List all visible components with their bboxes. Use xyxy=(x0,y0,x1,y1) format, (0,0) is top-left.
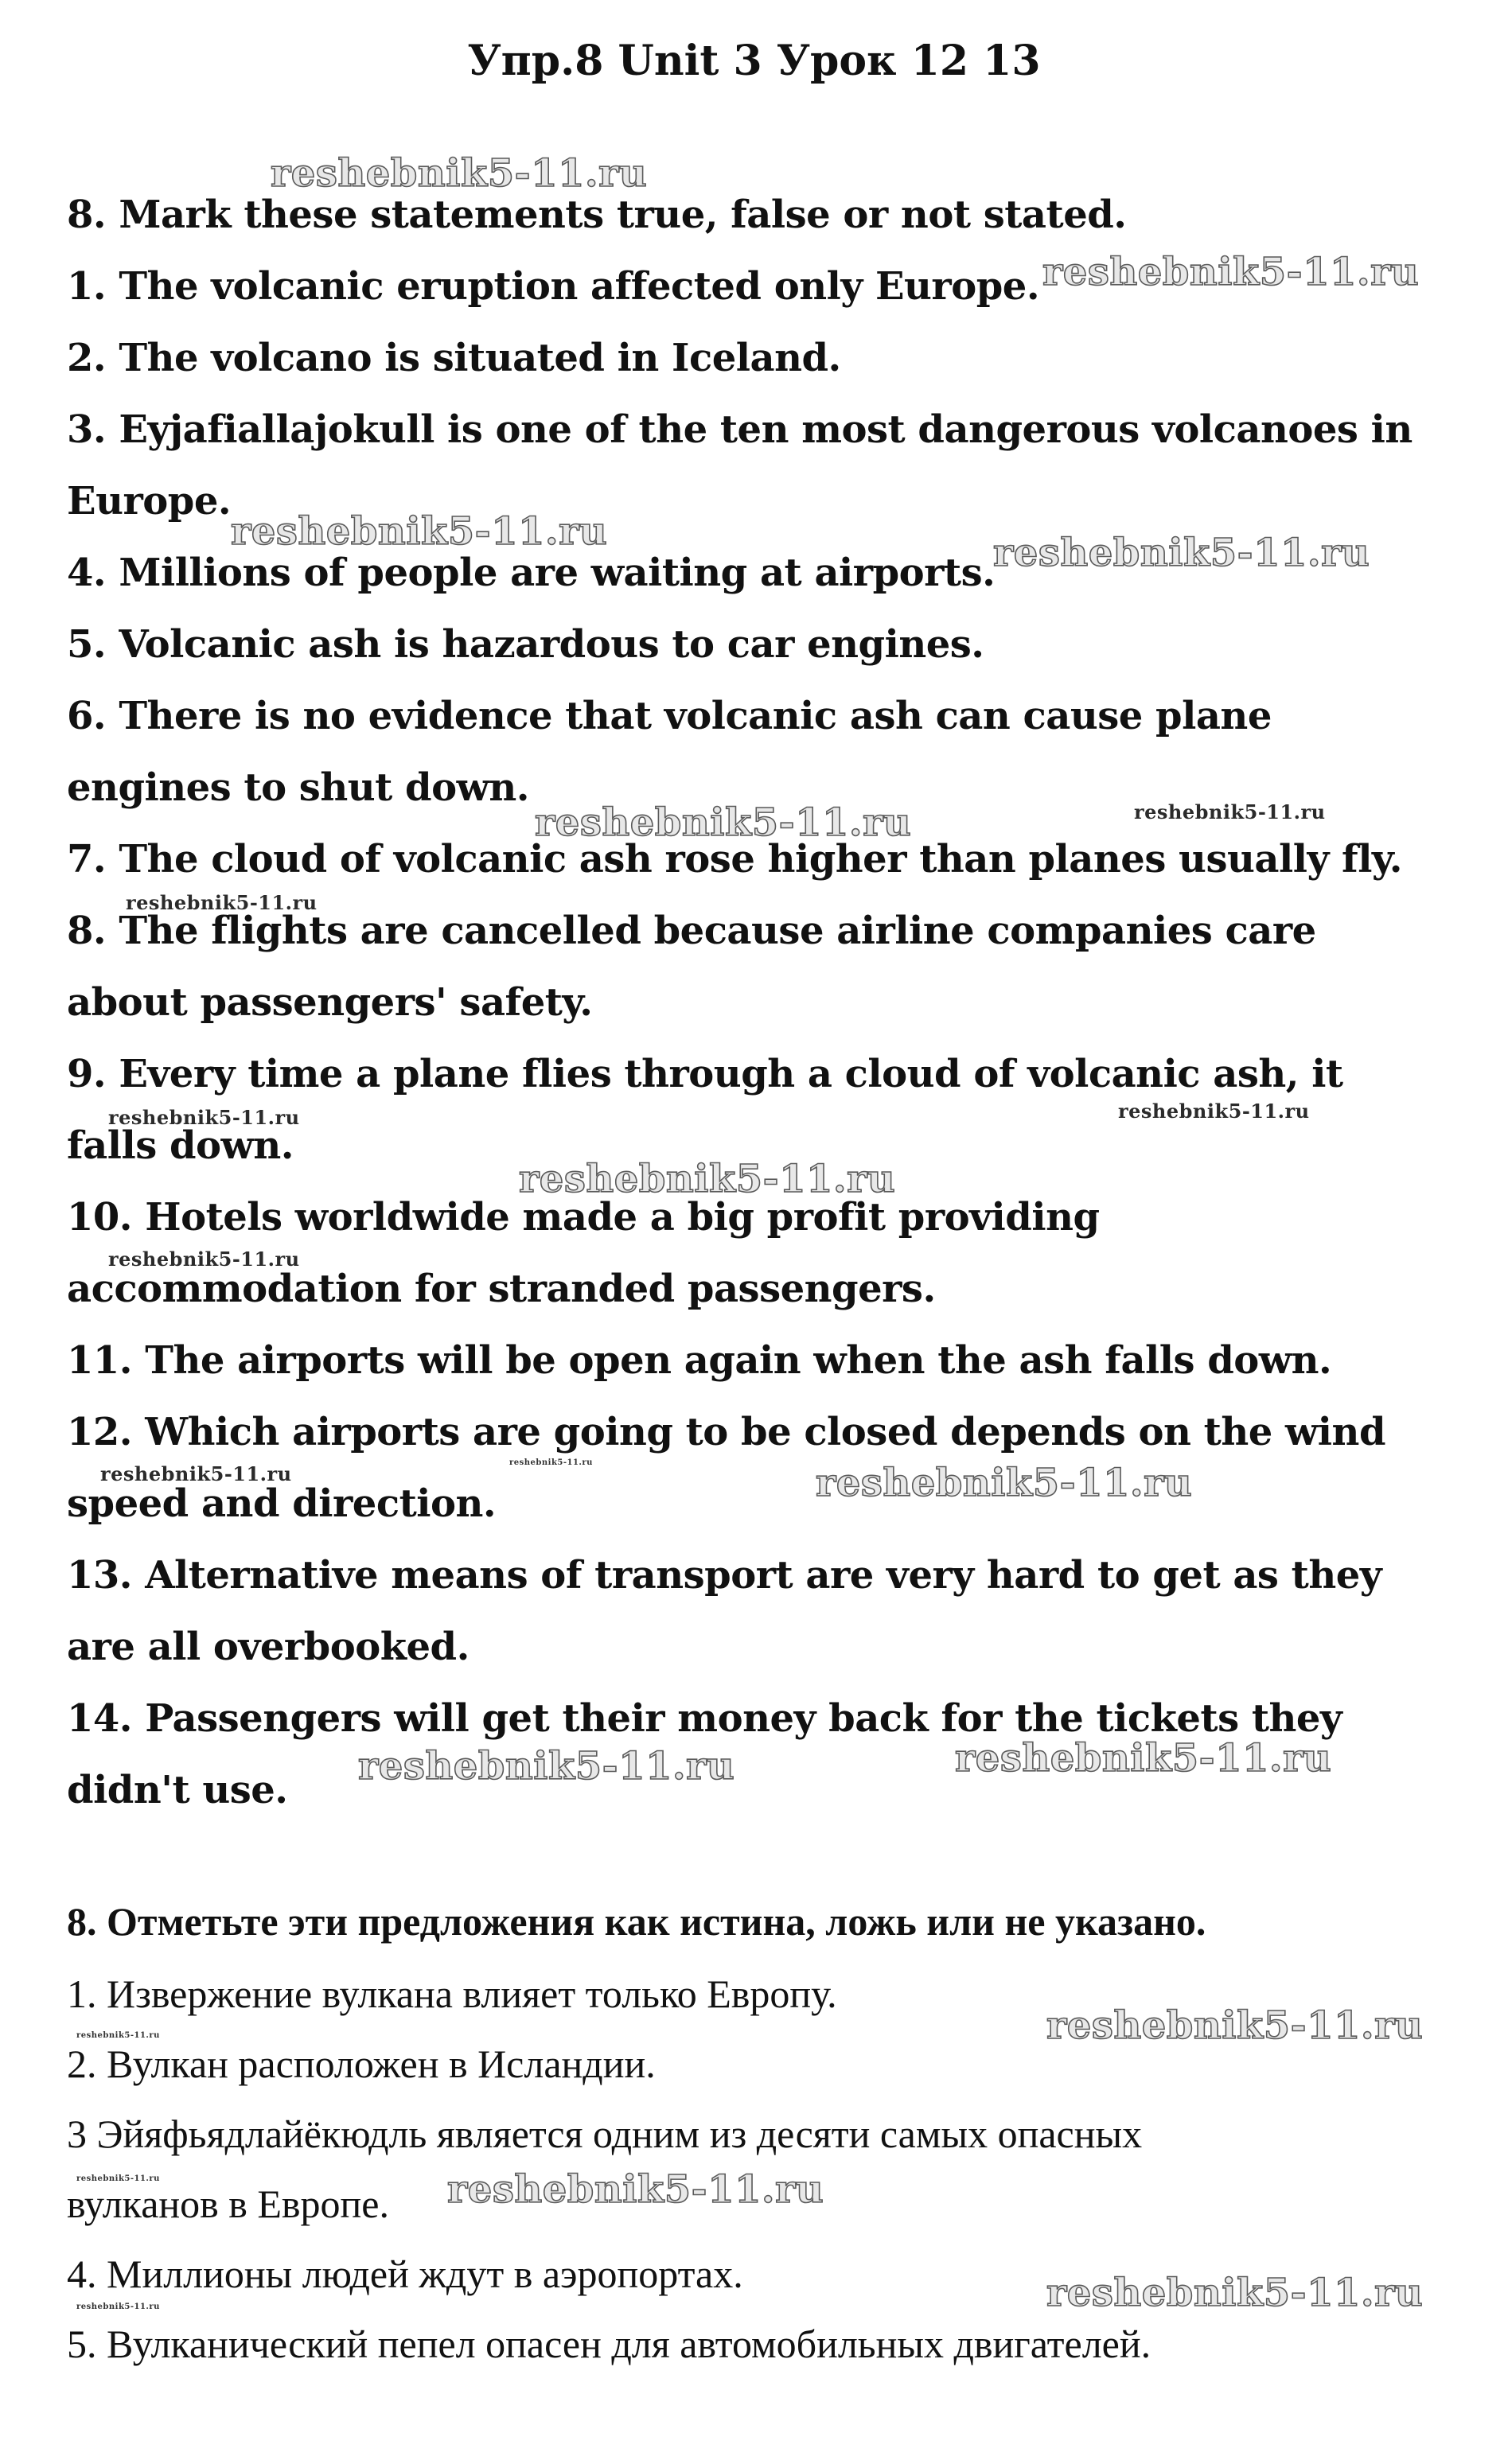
watermark: reshebnik5-11.ru xyxy=(1046,2271,1424,2315)
statement-line: 2. The volcano is situated in Iceland. xyxy=(67,336,841,380)
watermark: reshebnik5-11.ru xyxy=(100,1462,292,1485)
statement-line: 3. Eyjafiallajokull is one of the ten most dangerous volcanoes in xyxy=(67,407,1413,452)
watermark: reshebnik5-11.ru xyxy=(271,151,648,196)
translation-line: 4. Миллионы людей ждут в аэропортах. xyxy=(67,2252,743,2296)
translation-line: 3 Эйяфьядлайёкюдль является одним из десяти самых опасных xyxy=(67,2112,1143,2156)
watermark: reshebnik5-11.ru xyxy=(231,509,608,554)
watermark: reshebnik5-11.ru xyxy=(1118,1100,1310,1123)
statement-line: 5. Volcanic ash is hazardous to car engines. xyxy=(67,622,984,667)
statement-line: 14. Passengers will get their money back for the tickets they xyxy=(67,1696,1342,1741)
statement-line: 9. Every time a plane flies through a cloud of volcanic ash, it xyxy=(67,1052,1343,1096)
page-title: Упр.8 Unit 3 Урок 12 13 xyxy=(467,37,1041,85)
watermark: reshebnik5-11.ru xyxy=(993,531,1370,575)
statement-line: 12. Which airports are going to be closed depends on the wind xyxy=(67,1410,1385,1454)
statement-line: 6. There is no evidence that volcanic ash can cause plane xyxy=(67,694,1272,738)
translation-line: 2. Вулкан расположен в Исландии. xyxy=(67,2042,656,2086)
statement-line: about passengers' safety. xyxy=(67,980,593,1025)
statement-line: 1. The volcanic eruption affected only Europe. xyxy=(67,264,1040,309)
watermark: reshebnik5-11.ru xyxy=(519,1157,896,1201)
watermark: reshebnik5-11.ru xyxy=(955,1736,1332,1781)
statement-line: are all overbooked. xyxy=(67,1625,470,1669)
watermark: reshebnik5-11.ru xyxy=(509,1458,593,1467)
exercise-heading-en: 8. Mark these statements true, false or not stated. xyxy=(67,193,1127,237)
statement-line: 8. The flights are cancelled because airline companies care xyxy=(67,909,1316,953)
statement-line: 13. Alternative means of transport are very hard to get as they xyxy=(67,1553,1382,1598)
translation-line: вулканов в Европе. xyxy=(67,2182,389,2226)
watermark: reshebnik5-11.ru xyxy=(358,1744,735,1789)
statement-line: falls down. xyxy=(67,1123,294,1168)
statement-line: accommodation for stranded passengers. xyxy=(67,1267,936,1311)
watermark: reshebnik5-11.ru xyxy=(816,1461,1193,1505)
watermark: reshebnik5-11.ru xyxy=(126,891,318,914)
watermark: reshebnik5-11.ru xyxy=(1042,250,1420,294)
watermark: reshebnik5-11.ru xyxy=(76,2174,160,2183)
watermark: reshebnik5-11.ru xyxy=(1046,2003,1424,2048)
statement-line: 11. The airports will be open again when the ash falls down. xyxy=(67,1338,1332,1383)
translation-line: 1. Извержение вулкана влияет только Европу. xyxy=(67,1972,837,2016)
english-exercise xyxy=(67,179,1436,1826)
statement-line: Europe. xyxy=(67,479,232,524)
watermark: reshebnik5-11.ru xyxy=(76,2031,160,2040)
watermark: reshebnik5-11.ru xyxy=(76,2302,160,2311)
statement-line: didn't use. xyxy=(67,1768,288,1812)
statement-line: 7. The cloud of volcanic ash rose higher than planes usually fly. xyxy=(67,837,1403,882)
translation-line: 5. Вулканический пепел опасен для автомобильных двигателей. xyxy=(67,2322,1151,2366)
statement-line: 10. Hotels worldwide made a big profit providing xyxy=(67,1195,1100,1240)
watermark: reshebnik5-11.ru xyxy=(535,800,912,845)
watermark: reshebnik5-11.ru xyxy=(447,2167,824,2212)
statement-line: 4. Millions of people are waiting at airports. xyxy=(67,551,996,595)
exercise-heading-ru: 8. Отметьте эти предложения как истина, ложь или не указано. xyxy=(67,1899,1206,1944)
watermark: reshebnik5-11.ru xyxy=(1134,800,1326,823)
watermark: reshebnik5-11.ru xyxy=(108,1106,300,1129)
statement-line: speed and direction. xyxy=(67,1481,497,1526)
statement-line: engines to shut down. xyxy=(67,765,530,810)
watermark: reshebnik5-11.ru xyxy=(108,1248,300,1271)
